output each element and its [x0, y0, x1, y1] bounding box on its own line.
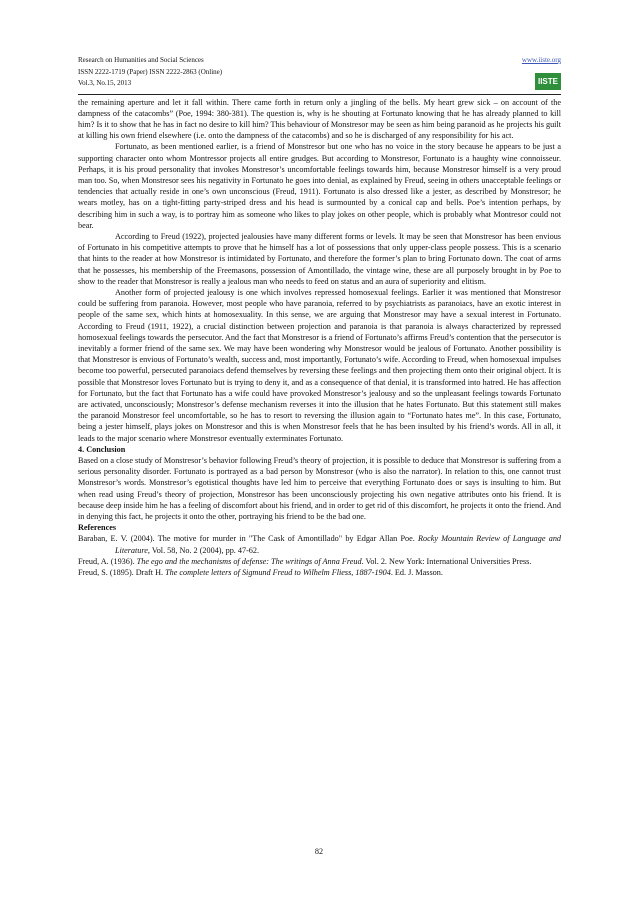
reference-item: Freud, S. (1895). Draft H. The complete letters of Sigmund Freud to Wilhelm Fliess, 1887-1904. Ed. J. Masson. [78, 568, 443, 578]
conclusion-heading: 4. Conclusion [78, 444, 126, 454]
issn-line: ISSN 2222-1719 (Paper) ISSN 2222-2863 (Online) [78, 67, 223, 76]
body-paragraph: the remaining aperture and let it fall within. There came forth in return only a jingling of the bells. My heart grew sick – on account of the dampness of the catacombs” (Poe, 1994: 380-381). The question is, why is he shouting at Fortunato knowing that he has already planned to kill him? Is it to show that he has in fact no desire to kill him? This behaviour of Monstresor may be seen as him being paranoid as he projects his guilt at killing his own friend elsewhere (i.e. onto the dampness of the catacombs) and so he is discharged of any responsibility for his act. [78, 97, 561, 141]
journal-url-link[interactable]: www.iiste.org [521, 56, 561, 64]
reference-title: The complete letters of Sigmund Freud to Wilhelm Fliess, 1887-1904 [165, 568, 391, 578]
running-header [78, 55, 561, 90]
references-heading: References [78, 523, 117, 533]
body-paragraph: Another form of projected jealousy is one which involves repressed homosexual feelings. Earlier it was mentioned that Monstresor could be suffering from paranoia. However, most people who have paranoia, referred to by psychiatrists as paranoiacs, have an exotic interest in people of the same sex, which hints at homosexuality. In this sense, we are arguing that Monstresor may have a sexual interest in Fortunato. According to Freud (1911, 1922), a crucial distinction between projection and paranoia is that paranoia is always characterized by repressed homosexual feelings towards the persecutor. And the fact that Monstresor is a friend of Fortunato’s affirms Freud’s contention that the persecutor is inevitably a former friend of the same sex. We may have been wondering why Monstresor would be jealous of Fortunato. Another possibility is that Monstresor is envious of Fortunato’s wealth, success and, most importantly, Fortunato’s wife. According to Freud, when homosexual impulses become too powerful, persecuted paranoiacs defend themselves by reversing these feelings and then projecting them onto their original object. It is possible that Monstresor loves Fortunato but is trying to deny it, and as a consequence of that denial, it is transformed into hatred. He has affection for Fortunato, but the fact that Fortunato has a wife could have provoked Monstresor’s jealousy and so the unpleasant feelings towards Fortunato are activated, unconsciously; Monstresor’s defense mechanism reverses it into the illusion that he hates Fortunato. But this statement still makes the paranoid Monstresor feel uncomfortable, so he has to resort to reversing the illusion again to “Fortunato hates me”. In this case, Fortunato, being a jester himself, plays jokes on Monstresor and this is when Monstresor feels that he has been insulted by his friend’s words. All in all, it leads to the major scenario where Monstresor eventually exterminates Fortunato. [78, 287, 561, 443]
page-content [78, 55, 561, 578]
reference-title: Rocky Mountain Review of Language and Literature [115, 534, 562, 555]
body-paragraph: According to Freud (1922), projected jealousies have many different forms or levels. It may be seen that Monstresor has been envious of Fortunato in his competitive attempts to prove that he himself has a lot of possessions that only upper-class people possess. This is a scenario that hints to the reader at how Monstresor is intimidated by Fortunato, and therefore the former’s plan to bring Fortunato down. The coat of arms that he possesses, his membership of the Freemasons, possession of Amontillado, the vintage wine, these are all purposely brought in by Poe to show to the reader that Monstresor is really a jealous man who needs to feed on status and an aura of superiority and elitism. [78, 231, 561, 286]
reference-title: The ego and the mechanisms of defense: The writings of Anna Freud [136, 556, 362, 566]
header-divider [78, 94, 561, 95]
conclusion-paragraph: Based on a close study of Monstresor’s behavior following Freud’s theory of projection, it is possible to deduce that Monstresor is suffering from a serious personality disorder. Fortunato is portrayed as a bad person by Monstresor (who is also the narrator). In relation to this, one cannot trust Monstresor’s words. Monstresor’s egotistical thoughts have led him to perceive that everything Fortunato does or says is insulting to him. But when read using Freud’s theory of projection, Monstresor has been unconsciously projecting his own negative attributes onto his friend. It is because deep inside him he has a feeling of discomfort about his friend, and in order to get rid of this discomfort, he projects it onto the friend. And in denying this fact, he projects it onto the other, portraying his friend to be the bad one. [78, 456, 561, 522]
article-body [78, 97, 561, 579]
page-number: 82 [314, 847, 324, 856]
reference-item: Freud, A. (1936). The ego and the mechanisms of defense: The writings of Anna Freud. Vol. 2. New York: International Universities Press. [78, 556, 532, 566]
journal-name: Research on Humanities and Social Sciences [78, 56, 204, 64]
body-paragraph: Fortunato, as been mentioned earlier, is a friend of Monstresor but one who has no voice in the story because he appears to be just a supporting character onto whom Montressor projects all entire grudges. But according to Monstresor, Fortunato is a haughty wine connoisseur. Perhaps, it is his proud personality that invokes Monstresor’s uncomfortable feelings towards him, because Monstresor himself is a very proud man too. So, when Monstresor sees his negativity in Fortunato he goes into denial, as explained by Freud, seeing in others unacceptable feelings or tendencies that actually reside in one’s own unconscious (Freud, 1911). Fortunato is also dressed like a jester, as described by Monstresor; he wears motley, has on a tight-fitting party-striped dress and his head is surmounted by a conical cap and bells. Poe’s intention perhaps, by describing him in such a way, is to portray him as someone who likes to play jokes on other people, which is probably what Montresor could not bear. [78, 142, 561, 230]
reference-item: Baraban, E. V. (2004). The motive for murder in "The Cask of Amontillado" by Edgar Allan Poe. Rocky Mountain Review of Language and Literature, Vol. 58, No. 2 (2004), pp. 47-62. [78, 534, 562, 555]
iiste-logo: IISTE [535, 73, 561, 90]
volume-line: Vol.3, No.15, 2013 [78, 79, 132, 87]
